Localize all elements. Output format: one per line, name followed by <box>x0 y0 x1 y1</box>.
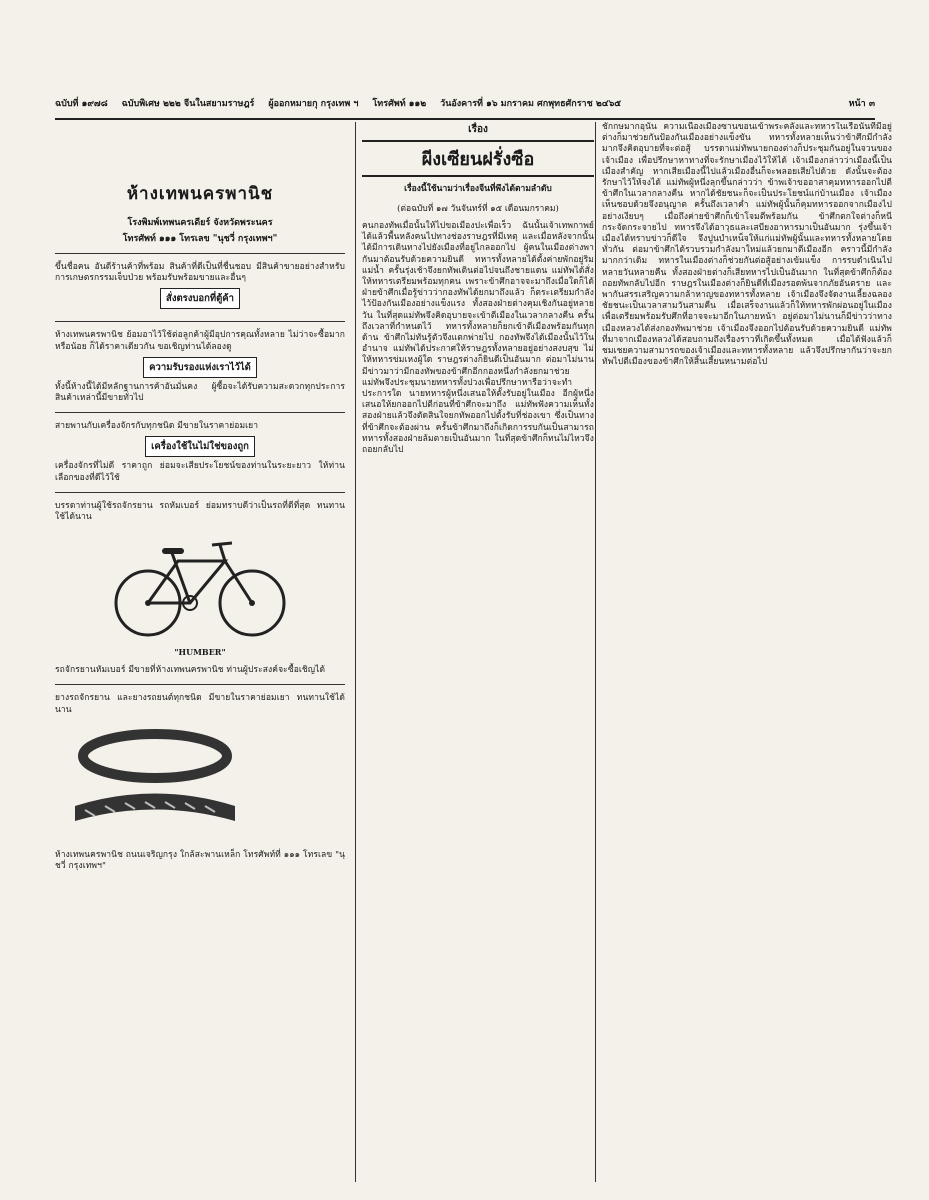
ad-paragraph: ขึ้นชื่อคน อันดีร้านค้าที่พร้อม สินค้าที่ดีเป็นที่ชื่นชอบ มีสินค้าขายอย่างสำหรับการเกษตรกรรมเจ็บป่วย พร้อมรับพร้อมขายและอื่นๆ <box>55 262 345 284</box>
continued-text: ชักกษมากอุนั้น ความเนื้องเมืองซานขอนเข้าพระคลังและทหารในเรือนั้นที่มีอยู่ต่างก็มาช่วยกันป้องกันเมืองอย่างแข็งขัน ทหารทั้งหลายเห็นว่าข้าศึกมีกำลังมากจึงคิดอุบายที่จะต่อสู้ บรรดาแม่ทัพนายกองต่างก็ประชุมกันอยู่ในจวนของเจ้าเมือง เพื่อปรึกษาหาทางที่จะรักษาเมืองไว้ให้ได้ เจ้าเมืองกล่าวว่าเมืองนี้เป็นเมืองสำคัญ หากเสียเมืองนี้ไปแล้วเมืองอื่นก็จะพลอยเสียไปด้วย ดังนั้นจะต้องรักษาไว้ให้จงได้ แม่ทัพผู้หนึ่งลุกขึ้นกล่าวว่า ข้าพเจ้าขออาสาคุมทหารออกไปตีข้าศึกในเวลากลางคืน หากได้ชัยชนะก็จะเป็นประโยชน์แก่บ้านเมือง เจ้าเมืองเห็นชอบด้วยจึงอนุญาต ครั้นถึงเวลาค่ำ แม่ทัพผู้นั้นก็คุมทหารออกจากเมืองไปอย่างเงียบๆ เมื่อถึงค่ายข้าศึกก็เข้าโจมตีพร้อมกัน ข้าศึกตกใจต่างก็หนีกระจัดกระจายไป ทหารจึงได้อาวุธและเสบียงอาหารมาเป็นอันมาก รุ่งขึ้นเจ้าเมืองได้ทราบข่าวก็ดีใจ จึงปูนบำเหน็จให้แก่แม่ทัพผู้นั้นและทหารทั้งหลายโดยทั่วกัน ต่อมาข้าศึกได้รวบรวมกำลังมาใหม่แล้วยกมาตีเมืองอีก คราวนี้มีกำลังมากกว่าเดิม ทหารในเมืองต่างก็ช่วยกันต่อสู้อย่างเข้มแข็ง การรบดำเนินไปหลายวันหลายคืน ทั้งสองฝ่ายต่างก็เสียทหารไปเป็นอันมาก ในที่สุดข้าศึกก็ต้องถอยทัพกลับไปอีก ราษฎรในเมืองต่างก็ยินดีที่เมืองรอดพ้นจากภัยอันตราย และพากันสรรเสริญความกล้าหาญของทหารทั้งหลาย เจ้าเมืองจึงจัดงานเลี้ยงฉลองชัยชนะเป็นเวลาสามวันสามคืน เมื่อเสร็จงานแล้วก็ให้ทหารพักผ่อนอยู่ในเมือง เพื่อเตรียมพร้อมรับศึกที่อาจจะมาอีกในภายหน้า อยู่ต่อมาไม่นานก็มีข่าวว่าทางเมืองหลวงได้ส่งกองทัพมาช่วย เจ้าเมืองจึงออกไปต้อนรับด้วยความยินดี แม่ทัพที่มาจากเมืองหลวงได้สอบถามถึงเรื่องราวที่เกิดขึ้นทั้งหมด เมื่อได้ฟังแล้วก็ชมเชยความสามารถของเจ้าเมืองและทหารทั้งหลาย แล้วจึงปรึกษากันว่าจะยกทัพไปตีเมืองของข้าศึกให้สิ้นเสี้ยนหนามต่อไป <box>602 122 892 368</box>
story-dek: เรื่องนี้ใช้นามว่าเรื่องจีนที่พึงได้ตามลำดับ <box>404 184 552 194</box>
ad-paragraph: บรรดาท่านผู้ใช้รถจักรยาน รถหัมเบอร์ ย่อมทราบดีว่าเป็นรถที่ดีที่สุด ทนทานใช้ได้นาน <box>55 500 345 523</box>
story-header <box>362 122 594 195</box>
story-date: (ต่อฉบับที่ ๑๗ วันจันทร์ที่ ๑๕ เดือนมกราคม) <box>397 204 559 214</box>
ad-contact: โทรศัพท์ ๑๑๑ โทรเลข "นุชวี่ กรุงเทพฯ" <box>122 234 278 244</box>
divider <box>55 492 345 493</box>
masthead <box>55 96 875 120</box>
ad-title: ห้างเทพนครพานิช <box>126 184 274 204</box>
story-column <box>355 122 594 1182</box>
bicycle-caption: "HUMBER" <box>174 647 226 658</box>
bicycle-illustration <box>55 531 345 657</box>
phone-label: โทรศัพท์ ๑๑๒ <box>372 99 427 109</box>
page-number: หน้า ๓ <box>848 99 875 109</box>
divider <box>55 412 345 413</box>
ad-paragraph: เครื่องจักรที่ไม่ดี ราคาถูก ย่อมจะเสียประโยชน์ของท่านในระยะยาว ให้ท่านเลือกของที่ดีไว้ใช้ <box>55 461 345 483</box>
ad-paragraph: สายพานกับเครื่องจักรกับทุกชนิด มีขายในราคาย่อมเยา <box>55 421 259 432</box>
divider <box>55 684 345 685</box>
story-kicker: เรื่อง <box>468 124 488 135</box>
edition-label: ฉบับพิเศษ ๒๒๒ จีนในสยามราษฎร์ <box>121 99 255 109</box>
story-text: คนกองทัพเมื่อนั้นให้ไปขอเมืองปะเพื่อเร็ว ฉันนั้นเจ้าเทพกาพย์ได้แล้วพื้นหลังคนไปทางช่องราษฎรที่มีเหตุ และเมื่อหลังจากนั้นได้มีการเดินทางไปยังเมืองที่อยู่ไกลออกไป ผู้คนในเมืองต่างพากันมาต้อนรับด้วยความยินดี ทหารทั้งหลายได้ตั้งค่ายพักอยู่ริมแม่น้ำ ครั้นรุ่งเช้าจึงยกทัพเดินต่อไปจนถึงชายแดน แม่ทัพได้สั่งให้ทหารเตรียมพร้อมทุกคน เพราะข้าศึกอาจจะมาถึงเมื่อใดก็ได้ ฝ่ายข้าศึกเมื่อรู้ข่าวว่ากองทัพได้ยกมาถึงแล้ว ก็ตระเตรียมกำลังไว้ป้องกันเมืองอย่างแข็งแรง ทั้งสองฝ่ายต่างคุมเชิงกันอยู่หลายวัน ในที่สุดแม่ทัพจึงคิดอุบายจะเข้าตีเมืองในเวลากลางคืน ครั้นถึงเวลาที่กำหนดไว้ ทหารทั้งหลายก็ยกเข้าตีเมืองพร้อมกันทุกด้าน ข้าศึกไม่ทันรู้ตัวจึงแตกพ่ายไป กองทัพจึงได้เมืองนั้นไว้ในอำนาจ แม่ทัพได้ประกาศให้ราษฎรทั้งหลายอยู่อย่างสงบสุข ไม่ให้ทหารข่มเหงผู้ใด ราษฎรต่างก็ยินดีเป็นอันมาก ต่อมาไม่นานมีข่าวมาว่ามีกองทัพของข้าศึกอีกกองหนึ่งกำลังยกมาช่วย แม่ทัพจึงประชุมนายทหารทั้งปวงเพื่อปรึกษาหารือว่าจะทำประการใด นายทหารผู้หนึ่งเสนอให้ตั้งรับอยู่ในเมือง อีกผู้หนึ่งเสนอให้ยกออกไปตีก่อนที่ข้าศึกจะมาถึง แม่ทัพฟังความเห็นทั้งสองฝ่ายแล้วจึงตัดสินใจยกทัพออกไปตั้งรับที่ช่องเขา ซึ่งเป็นทางที่ข้าศึกจะต้องผ่าน ครั้นข้าศึกมาถึงก็เกิดการรบกันเป็นสามารถ ทหารทั้งสองฝ่ายล้มตายเป็นอันมาก ในที่สุดข้าศึกก็ทนไม่ไหวจึงถอยกลับไป <box>362 221 594 456</box>
tire-illustration <box>55 726 345 840</box>
divider <box>55 321 345 322</box>
ad-paragraph: ยางรถจักรยาน และยางรถยนต์ทุกชนิด มีขายในราคาย่อมเยา ทนทานใช้ได้นาน <box>55 693 345 715</box>
advertisement-column <box>55 122 345 1182</box>
ad-subtitle: โรงพิมพ์เทพนครเดียร์ จังหวัดพระนคร <box>127 218 273 228</box>
ad-box-label: เครื่องใช้ในไม่ใช่ของถูก <box>145 436 255 457</box>
ad-paragraph: ทั้งนี้ห้างนี้ได้มีหลักฐานการค้าอันมั่นคง ผู้ซื้อจะได้รับความสะดวกทุกประการ สินค้าเหล่านี้มีขายทั่วไป <box>55 381 345 404</box>
ad-paragraph: ห้างเทพนครพานิช ย้อมอาไว้ใช้ต่อลูกค้าผู้มีอุปการคุณทั้งหลาย ไม่ว่าจะซื้อมาก หรือน้อย ก็ได้ราคาเดียวกัน ขอเชิญท่านได้ลองดู <box>55 330 345 352</box>
ad-paragraph: ห้างเทพนครพานิช ถนนเจริญกรุง ใกล้สะพานเหล็ก โทรศัพท์ที่ ๑๑๑ โทรเลข "นุชวี่ กรุงเทพฯ" <box>55 849 345 872</box>
ad-box-label: สั่งตรงบอกที่ตู้ค้า <box>160 288 240 309</box>
ad-paragraph: รถจักรยานหัมเบอร์ มีขายที่ห้างเทพนครพานิช ท่านผู้ประสงค์จะซื้อเชิญได้ <box>55 665 326 676</box>
divider <box>55 253 345 254</box>
owner-label: ผู้ออกหมายกุ กรุงเทพ ฯ <box>268 99 359 109</box>
issue-number: ฉบับที่ ๑๙๗๘ <box>55 99 108 109</box>
issue-date: วันอังคารที่ ๑๖ มกราคม ศกพุทธศักราช ๒๔๖๕ <box>440 99 622 109</box>
story-title: ผีงเซียนฝรั่งซือ <box>362 140 594 177</box>
ad-box-label: ความรับรองแห่งเราไว้ได้ <box>143 357 257 378</box>
continued-text-column <box>595 122 892 1182</box>
